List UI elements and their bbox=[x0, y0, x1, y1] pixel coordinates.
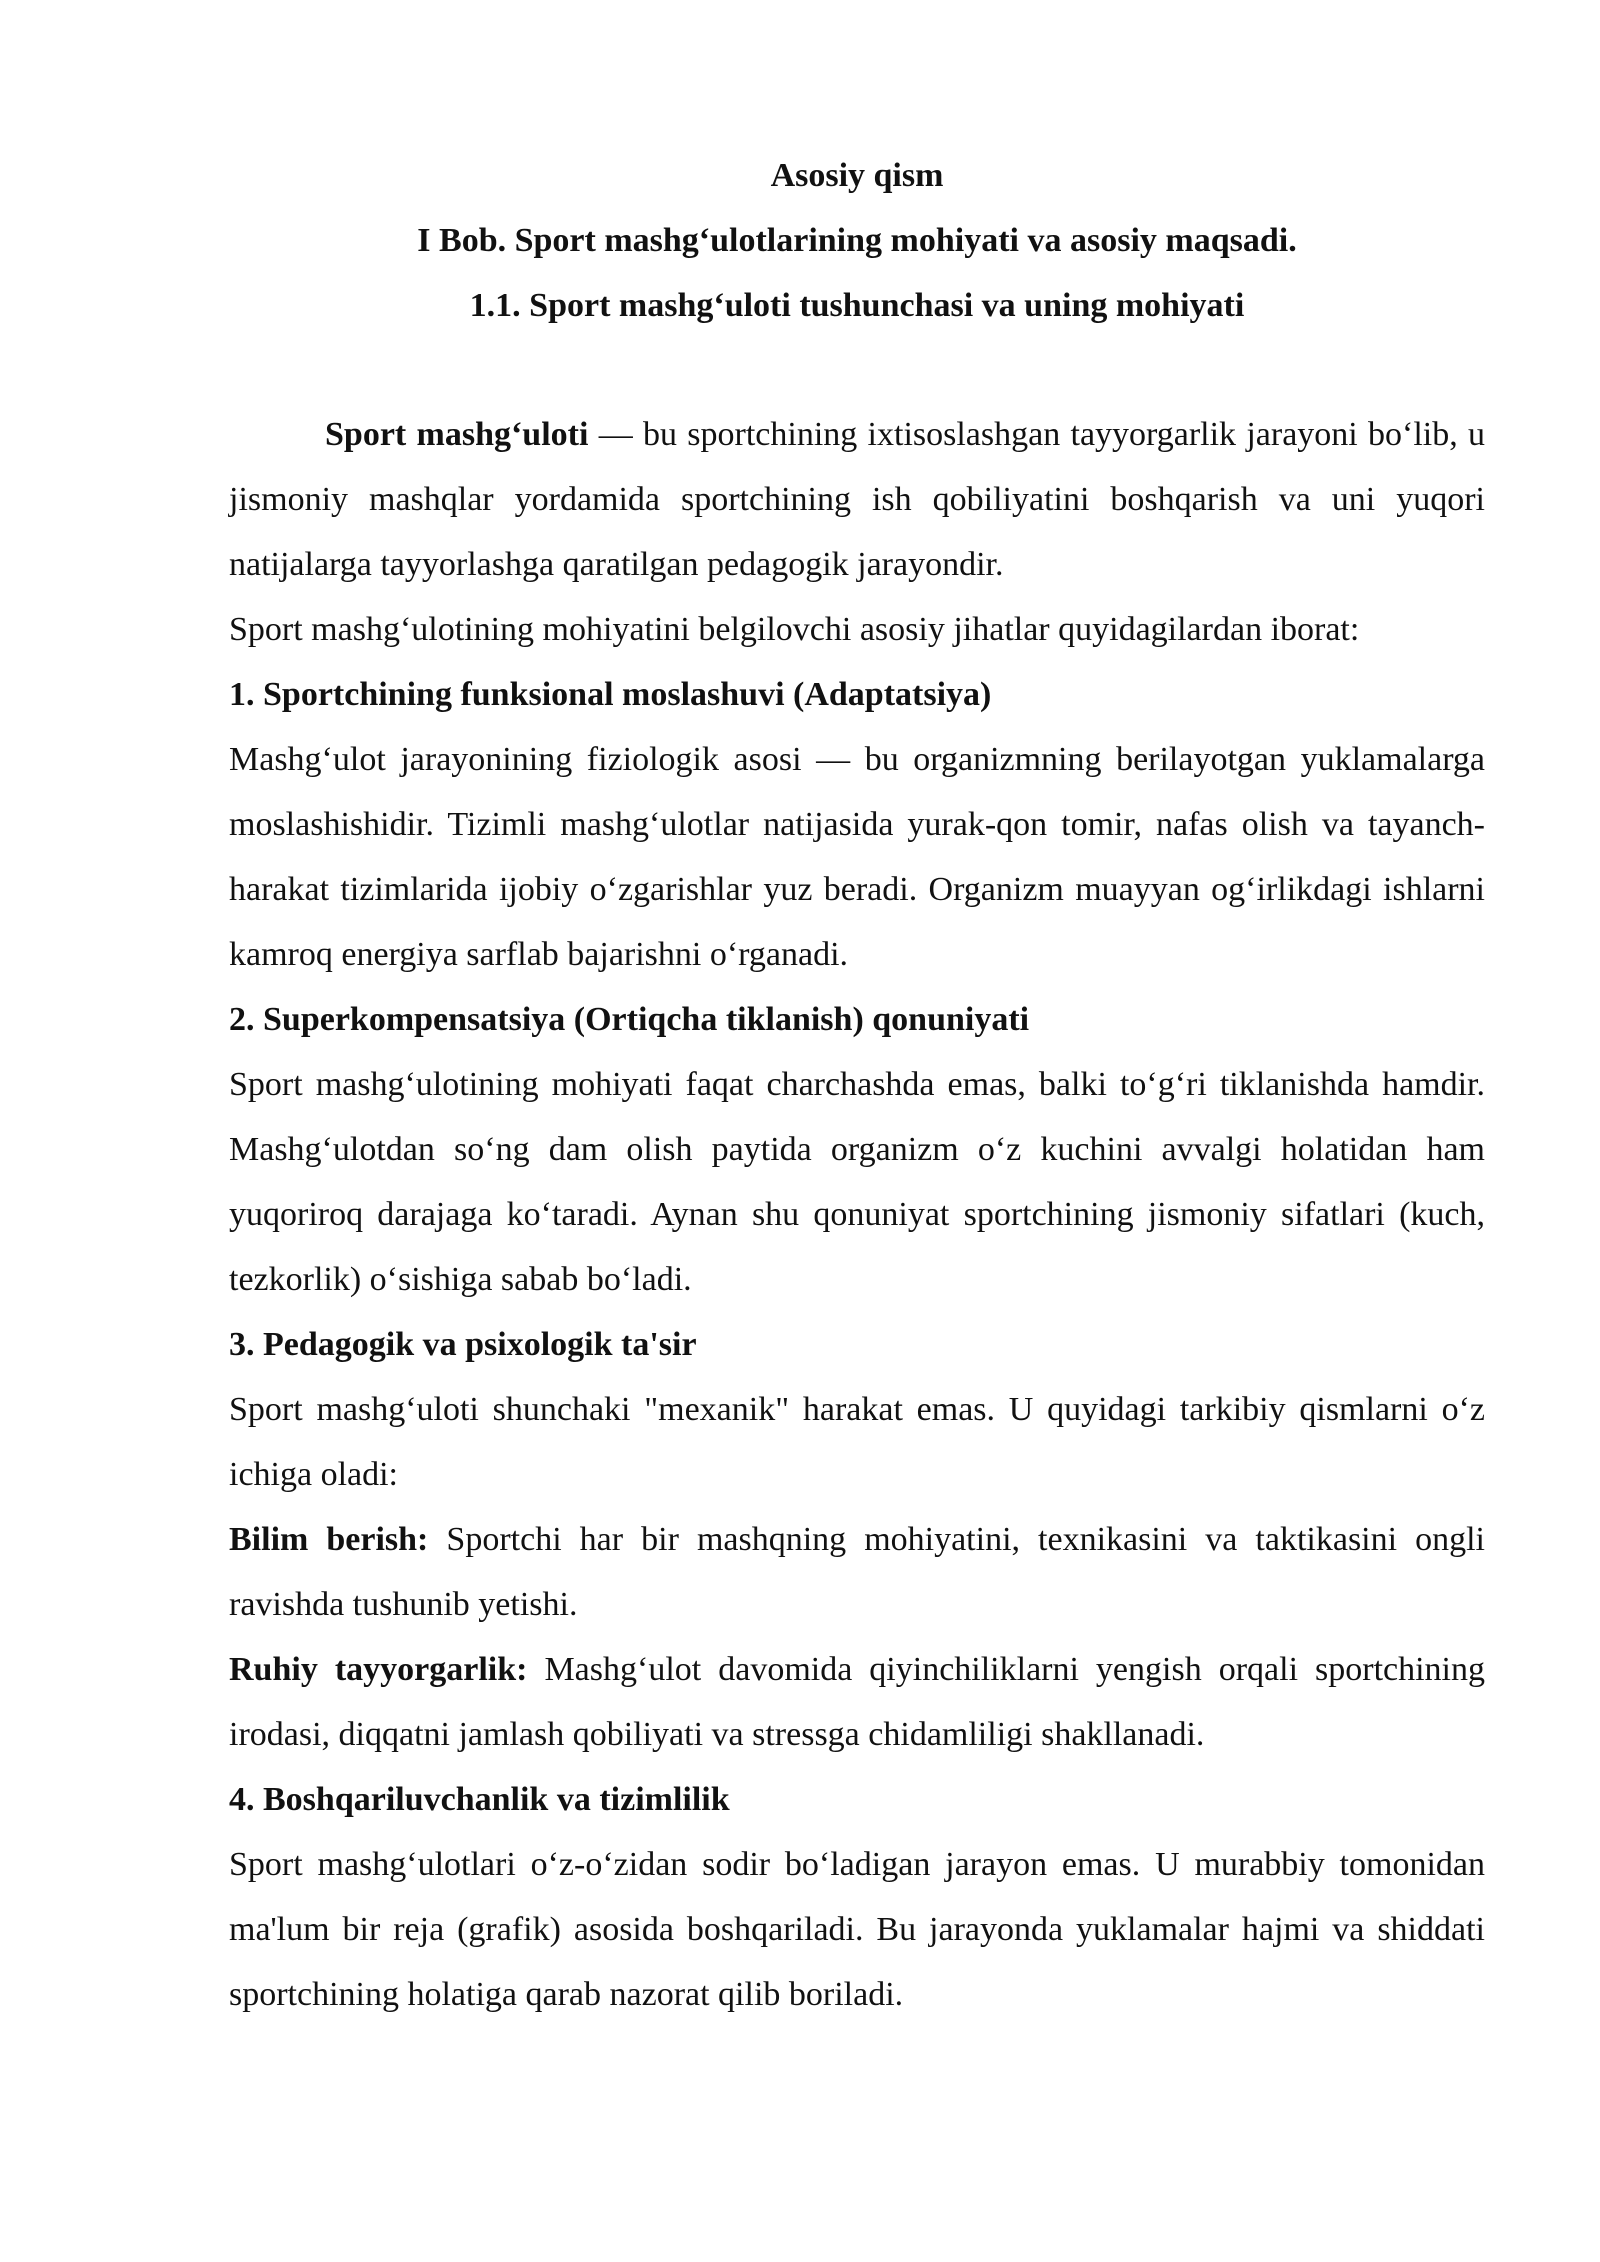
subsection-1-text: Mashg‘ulot jarayonining fiziologik asosi — bu organizmning berilayotgan yuklamalarga moslashishidir. Tizimli mashg‘ulotlar natijasida yurak-qon tomir, nafas olish va tayanch-harakat tizimlarida ijobiy o‘zgarishlar yuz beradi. Organizm muayyan og‘irlikdagi ishlarni kamroq energiya sarflab bajarishni o‘rganadi. bbox=[229, 741, 1485, 973]
item-1-text: Sportchi har bir mashqning mohiyatini, texnikasini va taktikasini ongli ravishda tushunib yetishi. bbox=[229, 1521, 1486, 1623]
subsection-3-item-2 bbox=[229, 1637, 1485, 1767]
subsection-3-item-1 bbox=[229, 1507, 1485, 1637]
subsection-2-title: 2. Superkompensatsiya (Ortiqcha tiklanish) qonuniyati bbox=[229, 1001, 1030, 1038]
document-page bbox=[229, 0, 1485, 2027]
intro-term: Sport mashg‘uloti bbox=[325, 416, 589, 453]
subsection-4-title: 4. Boshqariluvchanlik va tizimlilik bbox=[229, 1781, 730, 1818]
intro-paragraph bbox=[229, 402, 1485, 597]
document-title: Asosiy qism bbox=[770, 157, 944, 194]
subsection-4-text: Sport mashg‘ulotlari o‘z-o‘zidan sodir bo‘ladigan jarayon emas. U murabbiy tomonidan ma'lum bir reja (grafik) asosida boshqariladi. Bu jarayonda yuklamalar hajmi va shiddati sportchining holatiga qarab nazorat qilib boriladi. bbox=[229, 1846, 1485, 2013]
chapter-heading: I Bob. Sport mashg‘ulotlarining mohiyati va asosiy maqsadi. bbox=[417, 222, 1297, 259]
subsection-1-title: 1. Sportchining funksional moslashuvi (Adaptatsiya) bbox=[229, 676, 992, 713]
section-heading: 1.1. Sport mashg‘uloti tushunchasi va uning mohiyati bbox=[469, 287, 1245, 324]
subsection-2-text: Sport mashg‘ulotining mohiyati faqat charchashda emas, balki to‘g‘ri tiklanishda hamdir. Mashg‘ulotdan so‘ng dam olish paytida organizm o‘z kuchini avvalgi holatidan ham yuqoriroq darajaga ko‘taradi. Aynan shu qonuniyat sportchining jismoniy sifatlari (kuch, tezkorlik) o‘sishiga sabab bo‘ladi. bbox=[229, 1066, 1485, 1298]
subsection-3-title: 3. Pedagogik va psixologik ta'sir bbox=[229, 1326, 697, 1363]
item-1-label: Bilim berish: bbox=[229, 1521, 429, 1558]
item-2-text: Mashg‘ulot davomida qiyinchiliklarni yengish orqali sportchining irodasi, diqqatni jamlash qobiliyati va stressga chidamliligi shakllanadi. bbox=[229, 1651, 1485, 1753]
lead-paragraph: Sport mashg‘ulotining mohiyatini belgilovchi asosiy jihatlar quyidagilardan iborat: bbox=[229, 611, 1360, 648]
subsection-3-text: Sport mashg‘uloti shunchaki "mexanik" harakat emas. U quyidagi tarkibiy qismlarni o‘z ichiga oladi: bbox=[229, 1391, 1485, 1493]
item-2-label: Ruhiy tayyorgarlik: bbox=[229, 1651, 528, 1688]
intro-text: — bu sportchining ixtisoslashgan tayyorgarlik jarayoni bo‘lib, u jismoniy mashqlar yordamida sportchining ish qobiliyatini boshqarish va uni yuqori natijalarga tayyorlashga qaratilgan pedagogik jarayondir. bbox=[229, 416, 1486, 583]
